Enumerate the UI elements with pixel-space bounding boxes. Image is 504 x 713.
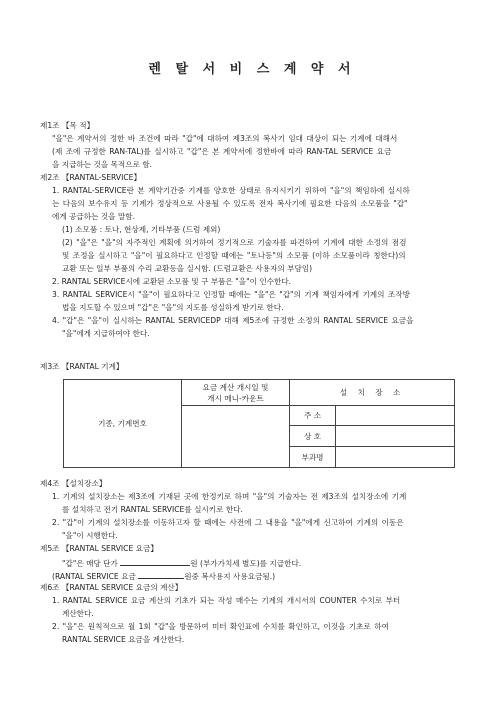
article-2-line: 및 조정을 실시하고 "을"이 필요하다고 인정할 때에는 "토나등"의 소모품 (이하 소모품이라 칭한다)의 <box>62 251 406 260</box>
article-2-line: 2. RANTAL SERVICE시에 교환된 소모품 및 구 부품은 "을"이 인수한다. <box>52 277 292 286</box>
article-5-fee-line: (RANTAL SERVICE 요금 원중 복사용지 사용요금됨.) <box>52 572 276 581</box>
article-2-line: (1) 소모품 : 토나, 현상제, 기타부품 (드럼 제외) <box>62 225 221 234</box>
article-2-heading: 제2조 【RANTAL-SERVICE】 <box>40 173 142 182</box>
machine-type-header: 기종, 기계번호 <box>64 380 182 468</box>
document-title: 렌 탈 서 비 스 계 약 서 <box>148 62 356 77</box>
article-2-line: 1. RANTAL-SERVICE란 본 계약기간중 기계를 양호한 상태로 유지시키기 위하여 "을"의 책임하에 실시하 <box>52 186 410 195</box>
article-4-line: 를 설치하고 전기 RANTAL SERVICE를 실시키로 한다. <box>62 505 243 514</box>
article-6-line: 1. RANTAL SERVICE 요금 계산의 기초가 되는 작성 매수는 기계의 개시서의 COUNTER 수치로 부터 <box>52 596 401 605</box>
article-5-heading: 제5조 【RANTAL SERVICE 요금】 <box>40 544 158 553</box>
article-2-line: 3. RANTAL SERVICE시 "을"이 필요하다고 인정할 때에는 "을"은 "갑"의 기계 책임자에게 기계의 조작방 <box>52 290 410 299</box>
article-3-heading: 제3조 【RANTAL 기계】 <box>40 362 124 371</box>
article-2-line: 4. "갑"은 "을"이 실시하는 RANTAL SERVICEDP 대해 제5조에 규정한 소정의 RANTAL SERVICE 요금을 <box>52 316 414 325</box>
address-label: 주 소 <box>290 406 336 426</box>
department-label: 부과명 <box>290 447 336 468</box>
article-4-line: "을"이 시행한다. <box>62 531 118 540</box>
article-1-heading: 제1조 【목 적】 <box>40 121 95 130</box>
billing-start-cell <box>182 406 290 468</box>
article-2-line: 에게 공급하는 것을 말함. <box>52 212 136 221</box>
company-cell <box>336 426 455 447</box>
rental-machine-table <box>63 379 455 468</box>
article-1-line: (제 조에 규정한 RAN-TAL)를 실시하고 "갑"은 본 계약서에 정한바에 따라 RAN-TAL SERVICE 요금 <box>52 147 392 156</box>
article-6-line: 계산한다. <box>62 609 94 618</box>
company-label: 상 호 <box>290 426 336 447</box>
article-6-line: RANTAL SERVICE 요금을 계산한다. <box>62 635 185 644</box>
article-4-line: 2. "갑"이 기계의 설치장소를 이동하고자 할 때에는 사전에 그 내용을 "을"에게 신고하여 기계의 이동은 <box>52 518 404 527</box>
article-2-line: "을"에게 지급하여야 한다. <box>62 329 150 338</box>
article-4-line: 1. 기계의 설치장소는 제3조에 기재된 곳에 한정키로 하며 "을"의 기술자는 전 제3조의 설치장소에 기계 <box>52 492 407 501</box>
article-2-line: 는 다음의 보수유지 등 기계가 정상적으로 사용될 수 있도록 전자 복사기에 필요한 다음의 소모품을 "갑" <box>52 199 408 208</box>
article-2-line: 법을 지도할 수 있으며 "갑"은 "을"의 지도를 성실하게 받기로 한다. <box>62 303 284 312</box>
billing-start-header: 요금 계산 개시일 및 개시 메니-카운트 <box>182 380 290 406</box>
install-location-header: 설 치 장 소 <box>290 380 455 406</box>
article-6-line: 2. "을"은 원칙적으로 월 1회 "갑"을 방문하여 미터 확인표에 수치를 확인하고, 이것을 기초로 하여 <box>52 622 389 631</box>
article-2-line: 교환 또는 일부 부품의 수리 교환등을 실시함. (드럼교환은 사용자의 부담임) <box>62 264 313 273</box>
article-6-heading: 제6조 【RANTAL SERVICE 요금의 계산】 <box>40 583 183 592</box>
article-1-line: 을 지급하는 것을 목적으로 함. <box>52 160 153 169</box>
article-5-unit-price-line: "갑"은 매당 단가 원 (부가가치세 별도)를 지급한다. <box>62 559 302 568</box>
article-4-heading: 제4조 【설치장소】 <box>40 479 107 488</box>
fee-blank <box>138 570 184 579</box>
address-cell <box>336 406 455 426</box>
article-2-line: (2) "을"은 "을"의 자주적인 계획에 의거하여 정기적으로 기술자를 파견하여 기계에 대한 소정의 점검 <box>62 238 407 247</box>
article-1-line: "을"은 계약서의 정한 바 조건에 따라 "갑"에 대하여 제3조의 복사기 임대 대상이 되는 기계에 대해서 <box>52 134 398 143</box>
unit-price-blank <box>120 557 190 566</box>
department-cell <box>336 447 455 468</box>
